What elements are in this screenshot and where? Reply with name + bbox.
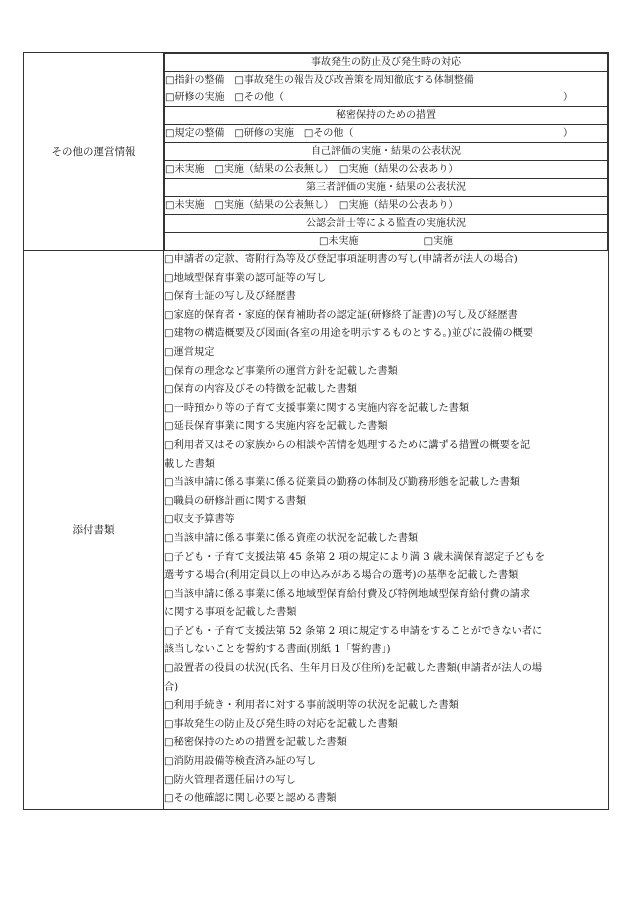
accident-line2: [165, 89, 607, 106]
other-info-content: [164, 53, 609, 251]
list-item: □利用者又はその家族からの相談や苦情を処理するために講ずる措置の概要を記: [164, 439, 531, 451]
list-item: □地域型保育事業の認可証等の写し: [164, 272, 327, 284]
list-item: □防火管理者選任届けの写し: [164, 774, 296, 786]
confidentiality-header: 秘密保持のための措置: [165, 107, 608, 125]
audit-opt-done: □実施: [423, 236, 454, 247]
audit-options: [165, 233, 608, 251]
list-item-continued: 選考する場合(利用定員以上の申込みがある場合の選考)の基準を記載した書類: [164, 570, 519, 582]
list-item: □消防用設備等検査済み証の写し: [164, 756, 317, 768]
audit-header: 公認会計士等による監査の実施状況: [165, 215, 608, 233]
self-eval-header: 自己評価の実施・結果の公表状況: [165, 143, 608, 161]
list-item: □家庭的保育者・家庭的保育補助者の認定証(研修終了証書)の写し及び経歴書: [164, 309, 518, 321]
accident-line1: □指針の整備 □事故発生の報告及び改善策を周知徹底する体制整備: [165, 75, 474, 86]
other-info-label: その他の運営情報: [24, 53, 164, 251]
list-item: □当該申請に係る事業に係る従業員の勤務の体制及び勤務形態を記載した書類: [164, 477, 520, 489]
list-item: □その他確認に関し必要と認める書類: [164, 793, 337, 805]
list-item: □職員の研修計画に関する書類: [164, 495, 307, 507]
list-item-continued: 合): [164, 681, 179, 693]
list-item: □保育の内容及びその特徴を記載した書類: [164, 384, 357, 396]
list-item-continued: 載した書類: [164, 458, 215, 470]
other-info-subtable: [164, 53, 608, 250]
list-item: □一時預かり等の子育て支援事業に関する実施内容を記載した書類: [164, 402, 470, 414]
list-item: □子ども・子育て支援法第 45 条第 2 項の規定により満 3 歳未満保育認定子どもを: [164, 551, 545, 563]
list-item: □当該申請に係る事業に係る資産の状況を記載した書類: [164, 532, 419, 544]
attachments-list: [164, 251, 609, 810]
list-item: □秘密保持のための措置を記載した書類: [164, 737, 347, 749]
confidentiality-left: □規定の整備 □研修の実施 □その他（: [165, 128, 354, 139]
list-item: □当該申請に係る事業に係る地域型保育給付費及び特例地域型保育給付費の請求: [164, 588, 531, 600]
attachments-label: 添付書類: [24, 251, 164, 810]
list-item: □申請者の定款、寄附行為等及び登記事項証明書の写し(申請者が法人の場合): [164, 254, 518, 265]
accident-line2-right: ）: [563, 92, 573, 103]
accident-header: 事故発生の防止及び発生時の対応: [165, 54, 608, 72]
accident-line2-left: □研修の実施 □その他（: [165, 92, 284, 103]
list-item: □保育士証の写し及び経歴書: [164, 291, 296, 303]
other-info-row: [24, 53, 609, 251]
list-item: □子ども・子育て支援法第 52 条第 2 項に規定する申請をすることができない者に: [164, 625, 543, 637]
audit-opt-not-done: □未実施: [318, 236, 359, 247]
list-item: □設置者の役員の状況(氏名、生年月日及び住所)を記載した書類(申請者が法人の場: [164, 663, 543, 675]
list-item: □事故発生の防止及び発生時の対応を記載した書類: [164, 718, 398, 730]
list-item-continued: 該当しないことを誓約する書面(別紙 1「誓約書」): [164, 644, 391, 656]
accident-options: [165, 72, 608, 107]
list-item: □収支予算書等: [164, 514, 235, 526]
third-party-header: 第三者評価の実施・結果の公表状況: [165, 179, 608, 197]
attachments-row: [24, 251, 609, 810]
confidentiality-right: ）: [563, 128, 573, 139]
third-party-options: □未実施 □実施（結果の公表無し） □実施（結果の公表あり）: [165, 197, 608, 215]
list-item-continued: に関する事項を記載した書類: [164, 607, 297, 619]
application-form-table: [23, 52, 609, 810]
list-item: □保育の理念など事業所の運営方針を記載した書類: [164, 365, 398, 377]
list-item: □運営規定: [164, 346, 215, 358]
list-item: □延長保育事業に関する実施内容を記載した書類: [164, 421, 388, 433]
self-eval-options: □未実施 □実施（結果の公表無し） □実施（結果の公表あり）: [165, 161, 608, 179]
list-item: □利用手続き・利用者に対する事前説明等の状況を記載した書類: [164, 700, 459, 712]
confidentiality-options: [165, 125, 608, 143]
list-item: □建物の構造概要及び図面(各室の用途を明示するものとする。)並びに設備の概要: [164, 328, 534, 340]
